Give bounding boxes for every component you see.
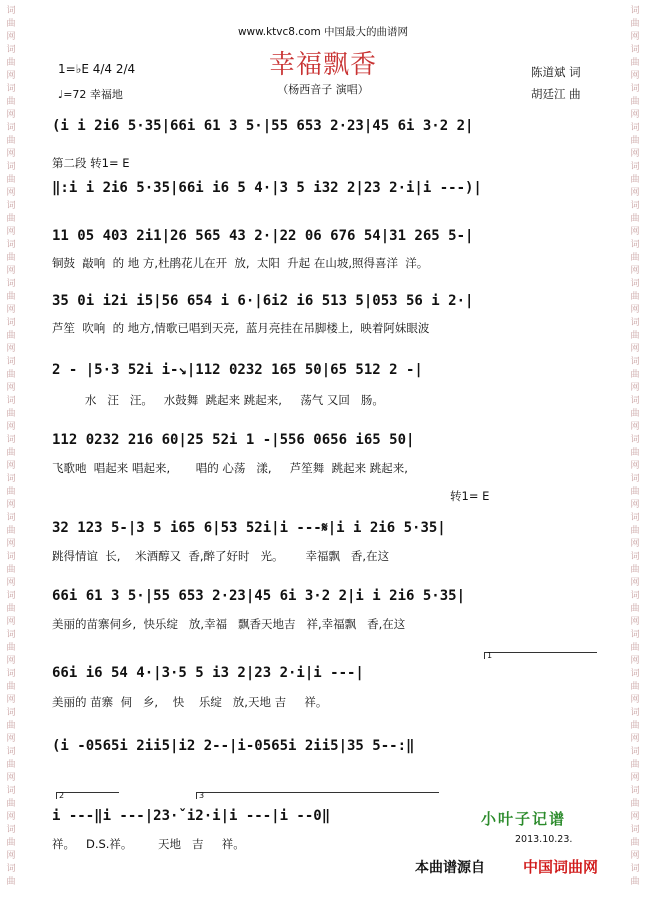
watermark-glyph: 词 — [6, 279, 16, 289]
watermark-glyph: 词 — [630, 6, 640, 16]
watermark-glyph: 网 — [630, 851, 640, 861]
watermark-glyph: 曲 — [6, 526, 16, 536]
watermark-glyph: 网 — [630, 539, 640, 549]
watermark-glyph: 曲 — [630, 292, 640, 302]
score-row-10-notes: (i -0565i 2ii5|i2 2--|i-0565i 2ii5|35 5--:‖ — [52, 738, 415, 754]
watermark-glyph: 曲 — [630, 253, 640, 263]
watermark-glyph: 曲 — [630, 643, 640, 653]
watermark-glyph: 词 — [6, 591, 16, 601]
watermark-glyph: 曲 — [6, 643, 16, 653]
watermark-glyph: 网 — [630, 578, 640, 588]
watermark-glyph: 网 — [630, 305, 640, 315]
watermark-glyph: 词 — [630, 708, 640, 718]
watermark-glyph: 词 — [6, 513, 16, 523]
watermark-glyph: 词 — [630, 357, 640, 367]
modulation-label: 转1= E — [450, 489, 490, 503]
volta-bracket-3: 3 — [196, 792, 439, 799]
watermark-glyph: 网 — [6, 617, 16, 627]
volta-bracket-2: 2 — [56, 792, 119, 799]
volta-bracket-1: 1 — [484, 652, 597, 659]
watermark-glyph: 网 — [6, 32, 16, 42]
score-row-7-notes: 32 123 5-|3 5 i65 6|53 52i|i ---𝄋|i i 2i6 5·35| — [52, 520, 446, 536]
watermark-glyph: 网 — [630, 656, 640, 666]
watermark-glyph: 网 — [630, 461, 640, 471]
watermark-glyph: 曲 — [630, 214, 640, 224]
watermark-glyph: 词 — [630, 162, 640, 172]
watermark-glyph: 曲 — [6, 136, 16, 146]
watermark-glyph: 网 — [6, 500, 16, 510]
watermark-glyph: 曲 — [6, 331, 16, 341]
watermark-right — [626, 0, 644, 904]
watermark-glyph: 词 — [6, 630, 16, 640]
tempo-marking: ♩=72 幸福地 — [58, 88, 123, 101]
watermark-glyph: 词 — [6, 669, 16, 679]
score-row-4-notes: 35 0i i2i i5|56 654 i 6·|6i2 i6 513 5|053 56 i 2·| — [52, 293, 474, 309]
watermark-glyph: 词 — [630, 552, 640, 562]
score-row-4-lyric: 芦笙 吹响 的 地方,情歌已唱到天亮, 蓝月亮挂在吊脚楼上, 映着阿妹眼波 — [52, 321, 430, 335]
watermark-glyph: 词 — [630, 201, 640, 211]
watermark-glyph: 词 — [630, 474, 640, 484]
watermark-glyph: 词 — [630, 786, 640, 796]
watermark-glyph: 词 — [6, 786, 16, 796]
watermark-glyph: 网 — [6, 734, 16, 744]
watermark-glyph: 网 — [630, 32, 640, 42]
source-site-logo[interactable]: 中国词曲网 — [523, 858, 599, 876]
watermark-glyph: 网 — [630, 188, 640, 198]
score-row-11-lyric: 祥。 D.S.祥。 天地 吉 祥。 — [52, 837, 245, 851]
watermark-glyph: 曲 — [630, 58, 640, 68]
watermark-glyph: 曲 — [630, 487, 640, 497]
score-row-6-lyric: 飞歌吔 唱起来 唱起来, 唱的 心荡 漾, 芦笙舞 跳起来 跳起来, — [52, 461, 408, 475]
watermark-glyph: 词 — [6, 552, 16, 562]
watermark-glyph: 词 — [6, 6, 16, 16]
watermark-glyph: 词 — [6, 45, 16, 55]
watermark-glyph: 词 — [630, 864, 640, 874]
watermark-glyph: 曲 — [630, 604, 640, 614]
watermark-glyph: 词 — [630, 630, 640, 640]
watermark-glyph: 词 — [630, 84, 640, 94]
watermark-glyph: 曲 — [630, 97, 640, 107]
watermark-glyph: 曲 — [6, 409, 16, 419]
score-row-5-lyric: 水 汪 汪。 水鼓舞 跳起来 跳起来, 荡气 又回 肠。 — [52, 393, 384, 407]
watermark-glyph: 词 — [6, 201, 16, 211]
watermark-glyph: 网 — [630, 344, 640, 354]
watermark-glyph: 曲 — [6, 799, 16, 809]
watermark-glyph: 词 — [630, 240, 640, 250]
watermark-glyph: 网 — [6, 266, 16, 276]
score-row-9-lyric: 美丽的 苗寨 伺 乡, 快 乐绽 放,天地 吉 祥。 — [52, 695, 328, 709]
watermark-glyph: 曲 — [630, 877, 640, 887]
watermark-glyph: 曲 — [6, 448, 16, 458]
watermark-glyph: 词 — [630, 435, 640, 445]
watermark-glyph: 曲 — [630, 370, 640, 380]
watermark-glyph: 网 — [6, 539, 16, 549]
watermark-glyph: 词 — [6, 162, 16, 172]
watermark-glyph: 网 — [630, 383, 640, 393]
watermark-glyph: 网 — [6, 344, 16, 354]
watermark-glyph: 词 — [630, 747, 640, 757]
watermark-glyph: 曲 — [6, 877, 16, 887]
watermark-glyph: 曲 — [630, 448, 640, 458]
score-row-3-notes: 11 05 403 2i1|26 565 43 2·|22 06 676 54|31 265 5-| — [52, 228, 474, 244]
watermark-glyph: 词 — [6, 708, 16, 718]
watermark-glyph: 曲 — [630, 682, 640, 692]
watermark-glyph: 曲 — [630, 721, 640, 731]
watermark-glyph: 词 — [630, 669, 640, 679]
watermark-glyph: 网 — [6, 812, 16, 822]
watermark-glyph: 网 — [6, 149, 16, 159]
watermark-glyph: 网 — [630, 110, 640, 120]
watermark-glyph: 网 — [6, 71, 16, 81]
watermark-glyph: 网 — [6, 773, 16, 783]
watermark-glyph: 网 — [630, 695, 640, 705]
watermark-glyph: 网 — [630, 617, 640, 627]
watermark-glyph: 词 — [630, 318, 640, 328]
watermark-glyph: 曲 — [630, 799, 640, 809]
source-label: 本曲谱源自 — [415, 860, 485, 876]
watermark-left — [2, 0, 20, 904]
song-title: 幸福飘香 — [268, 50, 377, 80]
score-row-5-notes: 2 - |5·3 52i i-↘|112 0232 165 50|65 512 2 -| — [52, 362, 423, 378]
watermark-glyph: 词 — [630, 279, 640, 289]
watermark-glyph: 网 — [6, 110, 16, 120]
watermark-glyph: 曲 — [6, 370, 16, 380]
composer-credit: 胡廷江 曲 — [531, 87, 581, 101]
watermark-glyph: 网 — [6, 656, 16, 666]
score-row-11-notes: i ---‖i ---|23·ˇi2·i|i ---|i --0‖ — [52, 808, 331, 824]
watermark-glyph: 网 — [630, 149, 640, 159]
watermark-glyph: 曲 — [630, 136, 640, 146]
watermark-glyph: 曲 — [6, 682, 16, 692]
watermark-glyph: 曲 — [630, 19, 640, 29]
watermark-glyph: 词 — [630, 591, 640, 601]
watermark-glyph: 曲 — [630, 760, 640, 770]
score-row-8-notes: 66i 61 3 5·|55 653 2·23|45 6i 3·2 2|i i 2i6 5·35| — [52, 588, 466, 604]
watermark-glyph: 曲 — [6, 721, 16, 731]
watermark-glyph: 曲 — [6, 19, 16, 29]
section-two-label: 第二段 转1= E — [52, 156, 130, 170]
watermark-glyph: 词 — [630, 513, 640, 523]
watermark-glyph: 曲 — [630, 565, 640, 575]
watermark-glyph: 词 — [6, 747, 16, 757]
transcriber-signature: 小叶子记谱 — [481, 810, 567, 828]
watermark-glyph: 词 — [630, 825, 640, 835]
watermark-glyph: 曲 — [630, 838, 640, 848]
watermark-glyph: 曲 — [6, 292, 16, 302]
watermark-glyph: 网 — [630, 812, 640, 822]
watermark-glyph: 网 — [630, 422, 640, 432]
watermark-glyph: 词 — [6, 318, 16, 328]
score-row-1-notes: (i i 2i6 5·35|66i 61 3 5·|55 653 2·23|45 6i 3·2 2| — [52, 118, 474, 134]
watermark-glyph: 网 — [6, 227, 16, 237]
watermark-glyph: 网 — [6, 305, 16, 315]
site-url[interactable]: www.ktvc8.com 中国最大的曲谱网 — [237, 26, 409, 38]
watermark-glyph: 曲 — [6, 175, 16, 185]
watermark-glyph: 网 — [6, 383, 16, 393]
watermark-glyph: 网 — [6, 422, 16, 432]
watermark-glyph: 词 — [6, 825, 16, 835]
watermark-glyph: 曲 — [6, 604, 16, 614]
key-time-signature: 1=♭E 4/4 2/4 — [58, 62, 136, 76]
watermark-glyph: 词 — [630, 396, 640, 406]
watermark-glyph: 曲 — [6, 58, 16, 68]
watermark-glyph: 词 — [630, 123, 640, 133]
transcription-date: 2013.10.23. — [515, 834, 573, 845]
watermark-glyph: 网 — [630, 500, 640, 510]
watermark-glyph: 词 — [6, 123, 16, 133]
score-row-6-notes: 112 0232 216 60|25 52i 1 -|556 0656 i65 50| — [52, 432, 415, 448]
watermark-glyph: 网 — [630, 773, 640, 783]
watermark-glyph: 网 — [6, 851, 16, 861]
watermark-glyph: 曲 — [6, 838, 16, 848]
watermark-glyph: 网 — [6, 461, 16, 471]
watermark-glyph: 曲 — [6, 97, 16, 107]
watermark-glyph: 曲 — [6, 565, 16, 575]
watermark-glyph: 曲 — [6, 253, 16, 263]
watermark-glyph: 曲 — [630, 409, 640, 419]
watermark-glyph: 词 — [6, 396, 16, 406]
watermark-glyph: 曲 — [630, 175, 640, 185]
score-row-9-notes: 66i i6 54 4·|3·5 5 i3 2|23 2·i|i ---| — [52, 665, 364, 681]
watermark-glyph: 词 — [6, 84, 16, 94]
watermark-glyph: 网 — [630, 71, 640, 81]
watermark-glyph: 曲 — [6, 487, 16, 497]
watermark-glyph: 词 — [6, 357, 16, 367]
singer-note: （杨西音子 演唱） — [277, 83, 369, 96]
watermark-glyph: 网 — [630, 266, 640, 276]
watermark-glyph: 网 — [6, 695, 16, 705]
watermark-glyph: 词 — [630, 45, 640, 55]
watermark-glyph: 网 — [6, 578, 16, 588]
watermark-glyph: 词 — [6, 864, 16, 874]
watermark-glyph: 词 — [6, 435, 16, 445]
watermark-glyph: 词 — [6, 474, 16, 484]
score-row-2-notes: ‖:i i 2i6 5·35|66i i6 5 4·|3 5 i32 2|23 2·i|i ---)| — [52, 180, 482, 196]
score-row-3-lyric: 铜鼓 敲响 的 地 方,杜鹃花儿在开 放, 太阳 升起 在山坡,照得喜洋 洋。 — [52, 256, 429, 270]
watermark-glyph: 网 — [630, 734, 640, 744]
watermark-glyph: 曲 — [6, 760, 16, 770]
watermark-glyph: 网 — [630, 227, 640, 237]
watermark-glyph: 网 — [6, 188, 16, 198]
lyricist-credit: 陈道斌 词 — [531, 65, 581, 79]
watermark-glyph: 曲 — [6, 214, 16, 224]
watermark-glyph: 词 — [6, 240, 16, 250]
watermark-glyph: 曲 — [630, 526, 640, 536]
score-row-8-lyric: 美丽的苗寨伺乡, 快乐绽 放,幸福 飘香天地吉 祥,幸福飘 香,在这 — [52, 617, 406, 631]
watermark-glyph: 曲 — [630, 331, 640, 341]
score-row-7-lyric: 跳得情谊 长, 米酒醇又 香,醉了好时 光。 幸福飘 香,在这 — [52, 549, 390, 563]
